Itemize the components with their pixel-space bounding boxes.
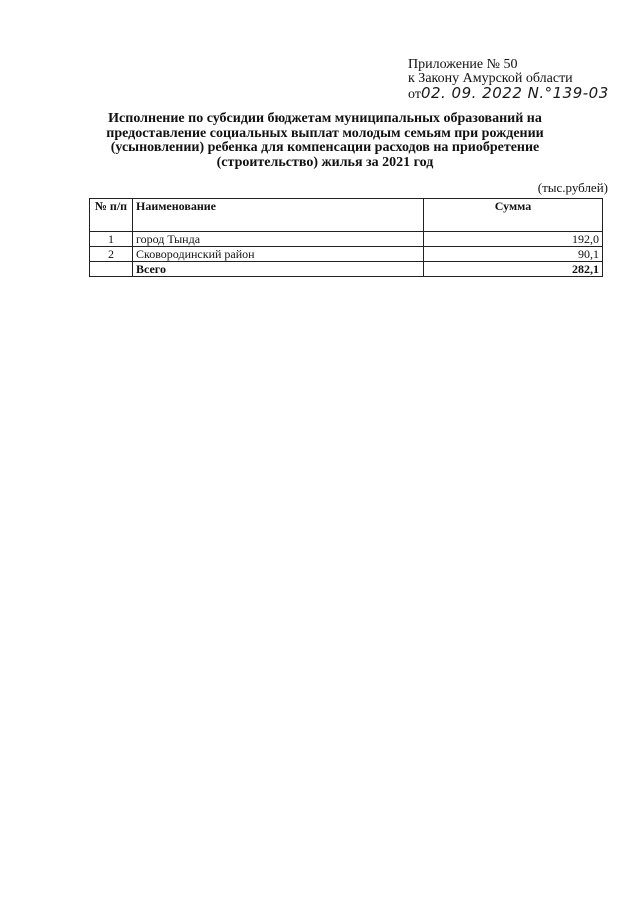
annex-date-line bbox=[408, 86, 628, 102]
row-name: Сковородинский район bbox=[133, 247, 424, 262]
table-row bbox=[90, 247, 603, 262]
table-total-row bbox=[90, 262, 603, 277]
header-name: Наименование bbox=[133, 199, 424, 232]
row-num: 1 bbox=[90, 232, 133, 247]
annex-header bbox=[408, 58, 628, 102]
row-name: город Тында bbox=[133, 232, 424, 247]
total-label: Всего bbox=[133, 262, 424, 277]
total-sum: 282,1 bbox=[424, 262, 603, 277]
subsidy-table bbox=[89, 198, 603, 277]
row-sum: 90,1 bbox=[424, 247, 603, 262]
row-num: 2 bbox=[90, 247, 133, 262]
units-label: (тыс.рублей) bbox=[537, 180, 608, 195]
table-header-row bbox=[90, 199, 603, 232]
header-num: № п/п bbox=[90, 199, 133, 232]
document-title: Исполнение по субсидии бюджетам муниципальных образований на предоставление социальных выплат молодым семьям при рождении (усыновлении) ребенка для компенсации расходов на приобретение (строительство) жилья за 2021 год bbox=[106, 111, 544, 170]
annex-handwritten-date: 02. 09. 2022 N.°139-03 bbox=[420, 84, 609, 102]
annex-law: к Закону Амурской области bbox=[408, 71, 573, 86]
annex-number: Приложение № 50 bbox=[408, 57, 518, 72]
table-row bbox=[90, 232, 603, 247]
annex-date-prefix: от bbox=[408, 87, 421, 102]
header-sum: Сумма bbox=[424, 199, 603, 232]
row-sum: 192,0 bbox=[424, 232, 603, 247]
total-num-empty bbox=[90, 262, 133, 277]
